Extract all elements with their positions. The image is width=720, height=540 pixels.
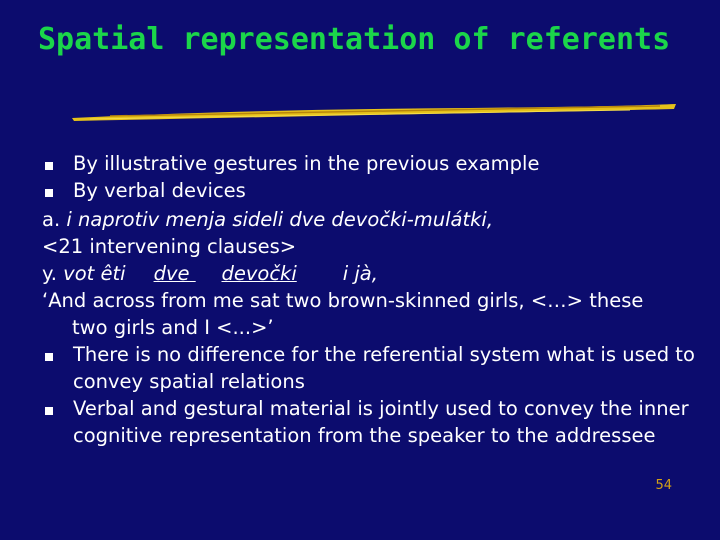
slide-body [42, 150, 702, 449]
bullet-square-icon [42, 341, 73, 395]
translation-line: two girls and I <...>’ [72, 316, 274, 339]
translation-line: ‘And across from me sat two brown-skinned girls, <…> these [42, 289, 644, 312]
example-y-word: vot êti [63, 262, 126, 285]
example-y-prefix: y. [42, 262, 64, 285]
bullet-text: There is no difference for the referential system what is used to convey spatial relations [73, 343, 695, 393]
example-a-line [42, 206, 702, 233]
bullet-item [42, 395, 702, 449]
example-y-line [42, 260, 702, 287]
bullet-text: Verbal and gestural material is jointly used to convey the inner cognitive representation from the speaker to the addressee [73, 397, 689, 447]
example-a-prefix: a. [42, 208, 67, 231]
bullet-item [42, 341, 702, 395]
slide-title: Spatial representation of referents [38, 22, 671, 57]
brush-stroke-divider [70, 100, 680, 124]
bullet-text: By verbal devices [73, 179, 246, 202]
example-y-word: dve [153, 262, 190, 285]
bullet-text: By illustrative gestures in the previous example [73, 152, 540, 175]
example-y-word: i jà, [342, 262, 378, 285]
bullet-square-icon [42, 150, 73, 177]
example-a-text: i naprotiv menja sideli dve devočki-mulátki, [66, 208, 494, 231]
page-number: 54 [655, 478, 672, 493]
bullet-square-icon [42, 177, 73, 204]
intervening-clauses-line: <21 intervening clauses> [42, 235, 297, 258]
bullet-item [42, 150, 702, 177]
example-y-word: devočki [221, 262, 297, 285]
bullet-square-icon [42, 395, 73, 449]
bullet-item [42, 177, 702, 204]
